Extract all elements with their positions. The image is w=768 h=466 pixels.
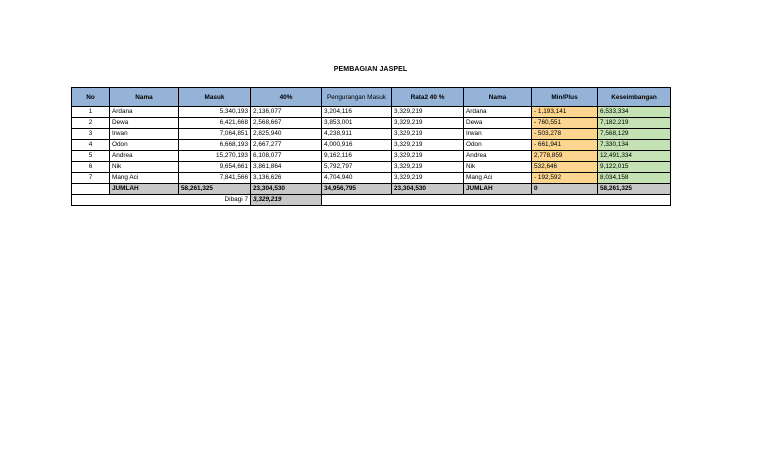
total-pengurangan[interactable]: 34,956,795 bbox=[322, 184, 392, 195]
cell-nama[interactable]: Andrea bbox=[110, 151, 179, 162]
cell-masuk[interactable]: 7,841,566 bbox=[179, 173, 251, 184]
dibagi-label[interactable]: Dibagi 7 bbox=[72, 195, 251, 206]
cell-rata[interactable]: 3,329,219 bbox=[392, 140, 464, 151]
cell-nama2[interactable]: Mang Aci bbox=[464, 173, 532, 184]
cell-nama[interactable]: Nik bbox=[110, 162, 179, 173]
cell-pengurangan[interactable]: 3,853,001 bbox=[322, 118, 392, 129]
cell-persen[interactable]: 3,861,864 bbox=[251, 162, 322, 173]
total-label[interactable]: JUMLAH bbox=[110, 184, 179, 195]
cell-minplus[interactable]: - 1,193,141 bbox=[532, 107, 598, 118]
cell-keseimbangan[interactable]: 12,491,334 bbox=[598, 151, 671, 162]
total-40-persen[interactable]: 23,304,530 bbox=[251, 184, 322, 195]
cell-persen[interactable]: 2,667,277 bbox=[251, 140, 322, 151]
dibagi-empty[interactable] bbox=[322, 195, 671, 206]
cell-rata[interactable]: 3,329,219 bbox=[392, 162, 464, 173]
cell-persen[interactable]: 3,136,626 bbox=[251, 173, 322, 184]
table-row bbox=[72, 151, 671, 162]
table-row bbox=[72, 118, 671, 129]
cell-masuk[interactable]: 5,340,193 bbox=[179, 107, 251, 118]
cell-pengurangan[interactable]: 5,792,797 bbox=[322, 162, 392, 173]
header-pengurangan-masuk[interactable]: Pengurangan Masuk bbox=[322, 88, 392, 107]
table-row bbox=[72, 107, 671, 118]
cell-keseimbangan[interactable]: 6,533,334 bbox=[598, 107, 671, 118]
cell-pengurangan[interactable]: 4,704,940 bbox=[322, 173, 392, 184]
header-masuk[interactable]: Masuk bbox=[179, 88, 251, 107]
dibagi-value[interactable]: 3,329,219 bbox=[251, 195, 322, 206]
cell-masuk[interactable]: 6,421,668 bbox=[179, 118, 251, 129]
cell-nama[interactable]: Odon bbox=[110, 140, 179, 151]
cell-no[interactable]: 1 bbox=[72, 107, 110, 118]
cell-nama[interactable]: Mang Aci bbox=[110, 173, 179, 184]
header-40-persen[interactable]: 40% bbox=[251, 88, 322, 107]
cell-minplus[interactable]: 2,778,859 bbox=[532, 151, 598, 162]
cell-keseimbangan[interactable]: 7,330,134 bbox=[598, 140, 671, 151]
cell-no[interactable]: 5 bbox=[72, 151, 110, 162]
cell-no[interactable]: 6 bbox=[72, 162, 110, 173]
cell-minplus[interactable]: - 661,941 bbox=[532, 140, 598, 151]
header-min-plus[interactable]: Min/Plus bbox=[532, 88, 598, 107]
cell-persen[interactable]: 2,568,667 bbox=[251, 118, 322, 129]
table-row bbox=[72, 129, 671, 140]
cell-keseimbangan[interactable]: 7,182,219 bbox=[598, 118, 671, 129]
cell-minplus[interactable]: 532,646 bbox=[532, 162, 598, 173]
header-no[interactable]: No bbox=[72, 88, 110, 107]
cell-nama[interactable]: Dewa bbox=[110, 118, 179, 129]
header-row bbox=[72, 88, 671, 107]
jaspel-table bbox=[71, 87, 671, 206]
cell-masuk[interactable]: 9,654,661 bbox=[179, 162, 251, 173]
cell-persen[interactable]: 2,136,077 bbox=[251, 107, 322, 118]
cell-nama[interactable]: Irwan bbox=[110, 129, 179, 140]
total-rata2[interactable]: 23,304,530 bbox=[392, 184, 464, 195]
cell-nama[interactable]: Ardana bbox=[110, 107, 179, 118]
total-masuk[interactable]: 58,261,325 bbox=[179, 184, 251, 195]
cell-rata[interactable]: 3,329,219 bbox=[392, 129, 464, 140]
table-row bbox=[72, 140, 671, 151]
header-rata2[interactable]: Rata2 40 % bbox=[392, 88, 464, 107]
cell-nama2[interactable]: Odon bbox=[464, 140, 532, 151]
cell-pengurangan[interactable]: 9,162,116 bbox=[322, 151, 392, 162]
cell-masuk[interactable]: 6,668,193 bbox=[179, 140, 251, 151]
cell-no[interactable]: 3 bbox=[72, 129, 110, 140]
cell-no[interactable]: 2 bbox=[72, 118, 110, 129]
cell-rata[interactable]: 3,329,219 bbox=[392, 118, 464, 129]
cell-no[interactable]: 4 bbox=[72, 140, 110, 151]
cell-keseimbangan[interactable]: 7,568,129 bbox=[598, 129, 671, 140]
cell-no[interactable]: 7 bbox=[72, 173, 110, 184]
dibagi-row bbox=[72, 195, 671, 206]
cell-nama2[interactable]: Dewa bbox=[464, 118, 532, 129]
cell-minplus[interactable]: - 503,278 bbox=[532, 129, 598, 140]
cell-minplus[interactable]: - 760,551 bbox=[532, 118, 598, 129]
total-no-cell[interactable] bbox=[72, 184, 110, 195]
cell-keseimbangan[interactable]: 9,122,015 bbox=[598, 162, 671, 173]
cell-pengurangan[interactable]: 4,238,911 bbox=[322, 129, 392, 140]
cell-nama2[interactable]: Irwan bbox=[464, 129, 532, 140]
table-row bbox=[72, 162, 671, 173]
total-row bbox=[72, 184, 671, 195]
header-keseimbangan[interactable]: Keseimbangan bbox=[598, 88, 671, 107]
cell-rata[interactable]: 3,329,219 bbox=[392, 173, 464, 184]
cell-persen[interactable]: 6,108,077 bbox=[251, 151, 322, 162]
cell-keseimbangan[interactable]: 8,034,158 bbox=[598, 173, 671, 184]
cell-minplus[interactable]: - 192,592 bbox=[532, 173, 598, 184]
cell-masuk[interactable]: 15,270,193 bbox=[179, 151, 251, 162]
cell-pengurangan[interactable]: 4,000,916 bbox=[322, 140, 392, 151]
header-nama[interactable]: Nama bbox=[110, 88, 179, 107]
cell-pengurangan[interactable]: 3,204,116 bbox=[322, 107, 392, 118]
cell-nama2[interactable]: Ardana bbox=[464, 107, 532, 118]
table-row bbox=[72, 173, 671, 184]
header-nama-2[interactable]: Nama bbox=[464, 88, 532, 107]
total-min-plus[interactable]: 0 bbox=[532, 184, 598, 195]
cell-nama2[interactable]: Andrea bbox=[464, 151, 532, 162]
cell-masuk[interactable]: 7,064,851 bbox=[179, 129, 251, 140]
cell-nama2[interactable]: Nik bbox=[464, 162, 532, 173]
cell-persen[interactable]: 2,825,940 bbox=[251, 129, 322, 140]
cell-rata[interactable]: 3,329,219 bbox=[392, 107, 464, 118]
total-label-2[interactable]: JUMLAH bbox=[464, 184, 532, 195]
total-keseimbangan[interactable]: 58,261,325 bbox=[598, 184, 671, 195]
cell-rata[interactable]: 3,329,219 bbox=[392, 151, 464, 162]
sheet-title: PEMBAGIAN JASPEL bbox=[333, 66, 408, 73]
